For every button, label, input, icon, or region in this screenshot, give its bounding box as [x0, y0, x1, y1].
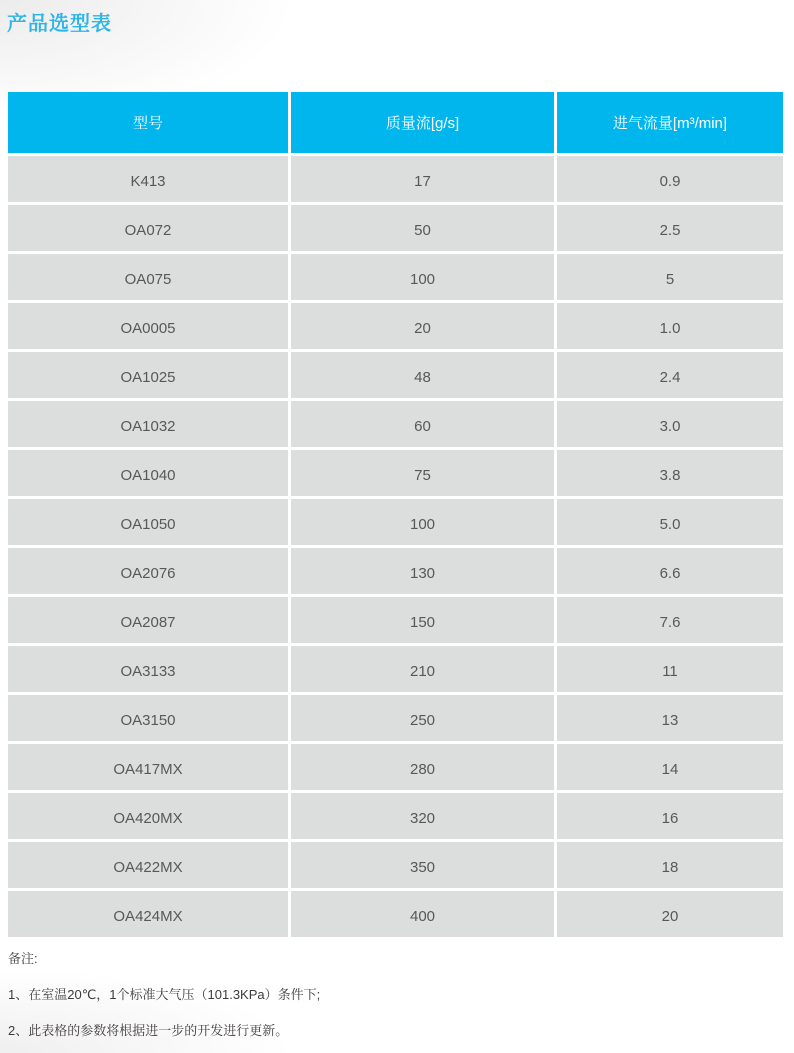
table-cell: 400 — [291, 891, 554, 937]
note-line-2: 2、此表格的参数将根据进一步的开发进行更新。 — [8, 1023, 289, 1038]
table-cell: OA424MX — [8, 891, 288, 937]
table-cell: OA417MX — [8, 744, 288, 790]
table-cell: 20 — [557, 891, 783, 937]
table-cell: 3.8 — [557, 450, 783, 496]
table-cell: 150 — [291, 597, 554, 643]
table-cell: OA1025 — [8, 352, 288, 398]
table-cell: OA1050 — [8, 499, 288, 545]
table-cell: OA1032 — [8, 401, 288, 447]
table-cell: 3.0 — [557, 401, 783, 447]
table-cell: 14 — [557, 744, 783, 790]
table-cell: 16 — [557, 793, 783, 839]
table-cell: 130 — [291, 548, 554, 594]
table-cell: OA3133 — [8, 646, 288, 692]
page-title: 产品选型表 — [7, 13, 112, 35]
table-cell: 0.9 — [557, 156, 783, 202]
table-cell: OA2076 — [8, 548, 288, 594]
table-cell: 250 — [291, 695, 554, 741]
table-cell: 75 — [291, 450, 554, 496]
table-cell: 50 — [291, 205, 554, 251]
table-cell: OA3150 — [8, 695, 288, 741]
table-cell: 17 — [291, 156, 554, 202]
column-header-mass-flow: 质量流[g/s] — [291, 92, 554, 153]
table-cell: 2.5 — [557, 205, 783, 251]
notes-heading: 备注: — [8, 951, 38, 966]
table-cell: OA1040 — [8, 450, 288, 496]
table-cell: 350 — [291, 842, 554, 888]
table-cell: 18 — [557, 842, 783, 888]
table-cell: 280 — [291, 744, 554, 790]
column-header-intake-flow: 进气流量[m³/min] — [557, 92, 783, 153]
table-cell: 5.0 — [557, 499, 783, 545]
product-selection-table — [8, 92, 783, 937]
table-cell: OA420MX — [8, 793, 288, 839]
notes-section — [8, 948, 320, 1053]
table-cell: 1.0 — [557, 303, 783, 349]
table-cell: K413 — [8, 156, 288, 202]
table-cell: 13 — [557, 695, 783, 741]
table-cell: 20 — [291, 303, 554, 349]
table-cell: 48 — [291, 352, 554, 398]
table-cell: 6.6 — [557, 548, 783, 594]
table-cell: OA072 — [8, 205, 288, 251]
table-cell: 100 — [291, 254, 554, 300]
table-cell: 7.6 — [557, 597, 783, 643]
table-cell: OA0005 — [8, 303, 288, 349]
table-cell: 320 — [291, 793, 554, 839]
table-cell: OA2087 — [8, 597, 288, 643]
table-cell: 2.4 — [557, 352, 783, 398]
table-cell: 11 — [557, 646, 783, 692]
note-line-1: 1、在室温20℃，1个标准大气压（101.3KPa）条件下; — [8, 987, 321, 1002]
table-cell: 60 — [291, 401, 554, 447]
table-cell: OA422MX — [8, 842, 288, 888]
table-cell: 5 — [557, 254, 783, 300]
column-header-model: 型号 — [8, 92, 288, 153]
table-cell: 210 — [291, 646, 554, 692]
table-cell: OA075 — [8, 254, 288, 300]
table-cell: 100 — [291, 499, 554, 545]
